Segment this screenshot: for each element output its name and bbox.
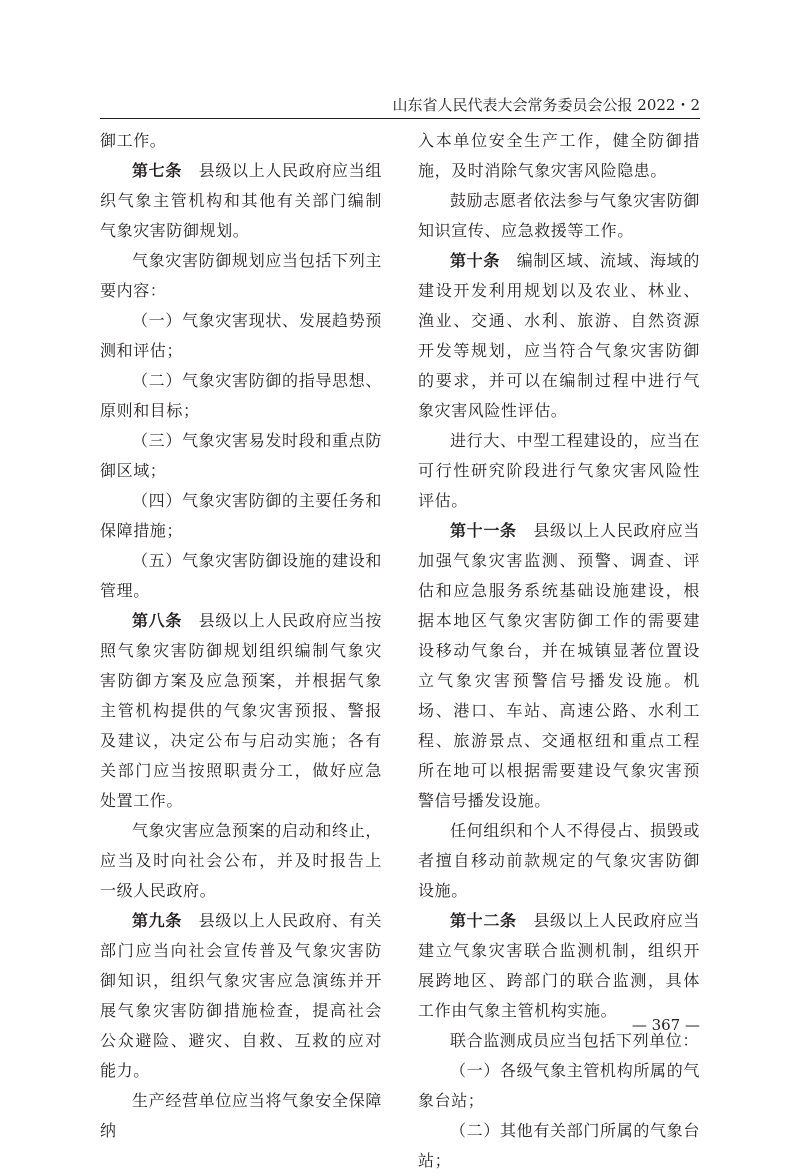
paragraph-text: 县级以上人民政府应当按照气象灾害防御规划组织编制气象灾害防御方案及应急预案，并根据气象主管机构提供的气象灾害预报、警报及建议，决定公布与启动实施；各有关部门应当按照职责分工，做好应急处置工作。 xyxy=(100,611,382,810)
paragraph-text: （一）各级气象主管机构所属的气象台站； xyxy=(418,1061,700,1110)
paragraph-text: 县级以上人民政府应当组织气象主管机构和其他有关部门编制气象灾害防御规划。 xyxy=(100,161,382,240)
article-number: 第九条 xyxy=(132,911,183,930)
header-rule xyxy=(100,118,700,119)
paragraph-text: 县级以上人民政府应当建立气象灾害联合监测机制，组织开展跨地区、跨部门的联合监测，具体工作由气象主管机构实施。 xyxy=(418,911,700,1020)
paragraph-text: （一）气象灾害现状、发展趋势预测和评估； xyxy=(100,311,382,360)
paragraph xyxy=(100,306,382,366)
paragraph-text: 编制区域、流域、海域的建设开发利用规划以及农业、林业、渔业、交通、水利、旅游、自然资源开发等规划，应当符合气象灾害防御的要求，并可以在编制过程中进行气象灾害风险性评估。 xyxy=(418,251,700,420)
paragraph xyxy=(100,606,382,816)
paragraph xyxy=(100,246,382,306)
paragraph-text: 入本单位安全生产工作，健全防御措施，及时消除气象灾害风险隐患。 xyxy=(418,131,700,180)
article-number: 第十条 xyxy=(450,251,501,270)
paragraph xyxy=(100,426,382,486)
paragraph xyxy=(418,186,700,246)
paragraph xyxy=(418,906,700,1026)
paragraph xyxy=(418,1056,700,1116)
paragraph-text: （四）气象灾害防御的主要任务和保障措施； xyxy=(100,491,382,540)
paragraph-text: 进行大、中型工程建设的，应当在可行性研究阶段进行气象灾害风险性评估。 xyxy=(418,431,700,510)
paragraph-text: 生产经营单位应当将气象安全保障纳 xyxy=(100,1091,382,1140)
paragraph xyxy=(418,246,700,426)
paragraph xyxy=(418,516,700,816)
paragraph-text: （三）气象灾害易发时段和重点防御区域； xyxy=(100,431,382,480)
paragraph-text: 气象灾害防御规划应当包括下列主要内容： xyxy=(100,251,382,300)
paragraph-text: 鼓励志愿者依法参与气象灾害防御知识宣传、应急救援等工作。 xyxy=(418,191,700,240)
paragraph xyxy=(100,366,382,426)
page-number: — 367 — xyxy=(631,1016,700,1034)
paragraph-text: 联合监测成员应当包括下列单位： xyxy=(450,1031,700,1050)
article-number: 第十二条 xyxy=(450,911,517,930)
paragraph xyxy=(418,426,700,516)
paragraph xyxy=(100,1086,382,1146)
paragraph xyxy=(100,486,382,546)
paragraph xyxy=(100,156,382,246)
paragraph xyxy=(100,906,382,1086)
paragraph-text: 县级以上人民政府、有关部门应当向社会宣传普及气象灾害防御知识，组织气象灾害应急演练并开展气象灾害防御措施检查，提高社会公众避险、避灾、自救、互救的应对能力。 xyxy=(100,911,382,1080)
paragraph xyxy=(418,1116,700,1176)
left-column xyxy=(100,126,382,1146)
paragraph-text: 御工作。 xyxy=(100,131,167,150)
paragraph xyxy=(100,546,382,606)
journal-header: 山东省人民代表大会常务委员会公报 2022・2 xyxy=(392,96,700,114)
article-number: 第十一条 xyxy=(450,521,517,540)
article-number: 第八条 xyxy=(132,611,183,630)
paragraph-text: 县级以上人民政府应当加强气象灾害监测、预警、调查、评估和应急服务系统基础设施建设，根据本地区气象灾害防御工作的需要建设移动气象台，并在城镇显著位置设立气象灾害预警信号播发设施。机场、港口、车站、高速公路、水利工程、旅游景点、交通枢纽和重点工程所在地可以根据需要建设气象灾害预警信号播发设施。 xyxy=(418,521,700,810)
paragraph-text: （二）其他有关部门所属的气象台站； xyxy=(418,1121,700,1170)
article-number: 第七条 xyxy=(132,161,183,180)
paragraph xyxy=(100,816,382,906)
paragraph-text: （二）气象灾害防御的指导思想、原则和目标； xyxy=(100,371,382,420)
paragraph xyxy=(418,816,700,906)
paragraph-text: （五）气象灾害防御设施的建设和管理。 xyxy=(100,551,382,600)
paragraph-text: 任何组织和个人不得侵占、损毁或者擅自移动前款规定的气象灾害防御设施。 xyxy=(418,821,700,900)
paragraph xyxy=(418,126,700,186)
paragraph xyxy=(100,126,382,156)
paragraph-text: 气象灾害应急预案的启动和终止，应当及时向社会公布，并及时报告上一级人民政府。 xyxy=(100,821,382,900)
